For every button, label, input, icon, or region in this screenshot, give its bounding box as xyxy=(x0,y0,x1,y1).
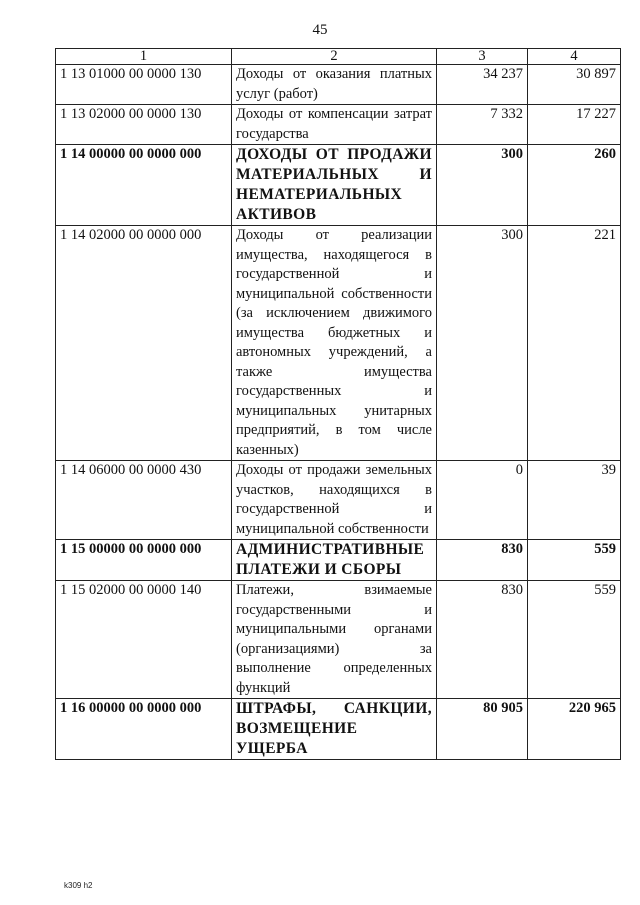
value-col4: 221 xyxy=(528,226,621,461)
budget-code: 1 14 06000 00 0000 430 xyxy=(56,461,232,540)
table-row xyxy=(56,226,621,461)
revenue-name: Доходы от оказания платных услуг (работ) xyxy=(232,65,437,105)
column-header-1: 1 xyxy=(56,49,232,65)
revenue-name: ДОХОДЫ ОТ ПРОДАЖИ МАТЕРИАЛЬНЫХ И НЕМАТЕРИАЛЬНЫХ АКТИВОВ xyxy=(232,145,437,226)
value-col4: 17 227 xyxy=(528,105,621,145)
document-code: k309 h2 xyxy=(64,881,93,890)
revenue-table xyxy=(55,48,621,760)
column-header-4: 4 xyxy=(528,49,621,65)
value-col3: 0 xyxy=(437,461,528,540)
value-col4: 260 xyxy=(528,145,621,226)
column-header-2: 2 xyxy=(232,49,437,65)
budget-code: 1 13 01000 00 0000 130 xyxy=(56,65,232,105)
table-row xyxy=(56,65,621,105)
value-col3: 34 237 xyxy=(437,65,528,105)
revenue-name: Доходы от компенсации затрат государства xyxy=(232,105,437,145)
table-row-section xyxy=(56,699,621,760)
budget-code: 1 15 00000 00 0000 000 xyxy=(56,540,232,581)
value-col4: 559 xyxy=(528,540,621,581)
value-col3: 830 xyxy=(437,540,528,581)
revenue-name: ШТРАФЫ, САНКЦИИ, ВОЗМЕЩЕНИЕ УЩЕРБА xyxy=(232,699,437,760)
value-col4: 559 xyxy=(528,581,621,699)
table-row xyxy=(56,461,621,540)
budget-code: 1 15 02000 00 0000 140 xyxy=(56,581,232,699)
value-col3: 830 xyxy=(437,581,528,699)
value-col4: 30 897 xyxy=(528,65,621,105)
budget-code: 1 16 00000 00 0000 000 xyxy=(56,699,232,760)
budget-code: 1 13 02000 00 0000 130 xyxy=(56,105,232,145)
value-col3: 80 905 xyxy=(437,699,528,760)
value-col3: 300 xyxy=(437,226,528,461)
revenue-name: Платежи, взимаемые государственными и муниципальными органами (организациями) за выполнение определенных функций xyxy=(232,581,437,699)
table-row xyxy=(56,105,621,145)
table-header-row xyxy=(56,49,621,65)
column-header-3: 3 xyxy=(437,49,528,65)
value-col3: 300 xyxy=(437,145,528,226)
table-row-section xyxy=(56,145,621,226)
value-col3: 7 332 xyxy=(437,105,528,145)
table-row-section xyxy=(56,540,621,581)
budget-code: 1 14 00000 00 0000 000 xyxy=(56,145,232,226)
budget-code: 1 14 02000 00 0000 000 xyxy=(56,226,232,461)
revenue-name: Доходы от реализации имущества, находящегося в государственной и муниципальной собственности (за исключением движимого имущества бюджетных и автономных учреждений, а также имущества государственных и муниципальных унитарных предприятий, в том числе казенных) xyxy=(232,226,437,461)
value-col4: 39 xyxy=(528,461,621,540)
revenue-name: АДМИНИСТРАТИВНЫЕ ПЛАТЕЖИ И СБОРЫ xyxy=(232,540,437,581)
page-number: 45 xyxy=(312,22,328,38)
revenue-name: Доходы от продажи земельных участков, находящихся в государственной и муниципальной собственности xyxy=(232,461,437,540)
table-row xyxy=(56,581,621,699)
value-col4: 220 965 xyxy=(528,699,621,760)
